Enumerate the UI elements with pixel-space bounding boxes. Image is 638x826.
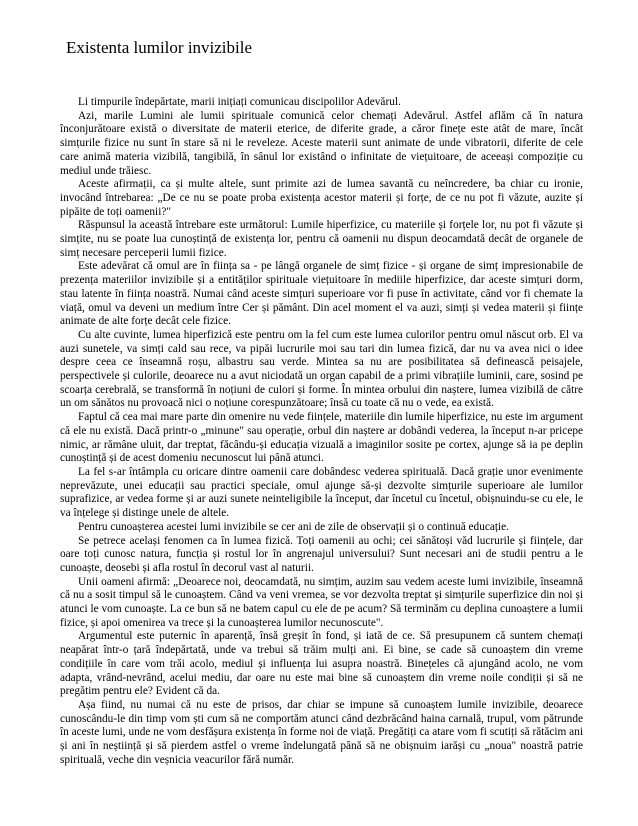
- document-title: Existenta lumilor invizibile: [66, 38, 253, 57]
- paragraph: Unii oameni afirmă: „Deoarece noi, deocamdată, nu simțim, auzim sau vedem aceste lumi invizibile, înseamnă că nu a sosit timpul să le cunoaștem. Când va veni vremea, se vor dezvolta treptat și simțurile superfizice din noi și atunci le vom cunoaște. La ce bun să ne batem capul cu ele de pe acum? Să terminăm cu deplina cunoaștere a lumii fizice, și apoi omenirea va trece și la cunoașterea lumilor necunoscute".: [60, 575, 583, 629]
- paragraph: Azi, marile Lumini ale lumii spirituale comunică celor chemați Adevărul. Astfel aflăm că în natura înconjurătoare există o diversitate de materii eterice, de diferite grade, a căror finețe este atât de mare, încât simțurile fizice nu sunt în stare să ni le reveleze. Aceste materii sunt animate de unde vibratorii, diferite de cele care animă materia vizibilă, tangibilă, în sânul lor existând o infinitate de viețuitoare, de aceeași compoziție cu mediul unde trăiesc.: [60, 109, 583, 177]
- paragraph: Răspunsul la această întrebare este următorul: Lumile hiperfizice, cu materiile și forțele lor, nu pot fi văzute și simțite, nu se poate lua cunoștință de existența lor, pentru că oamenii nu dispun deocamdată decât de organele de simț necesare perceperii lumii fizice.: [60, 219, 583, 259]
- paragraph: Li timpurile îndepărtate, marii inițiați comunicau discipolilor Adevărul.: [78, 96, 401, 108]
- paragraph: Argumentul este puternic în aparență, însă greșit în fond, și iată de ce. Să presupunem că suntem chemați neapărat într-o țară îndepărtată, unde va trebui să trăim mulți ani. Ei bine, se cade să cunoaștem din vreme condițiile în care vom trăi acolo, mediul și influența lui asupra noastră. Binețeles că ajungând acolo, ne vom adapta, vrând-nevrând, acelui mediu, dar oare nu este mai bine să cunoaștem din vreme noile condiții și să ne pregătim pentru ele? Evident că da.: [60, 630, 583, 698]
- document-body: [60, 96, 583, 767]
- paragraph: La fel s-ar întâmpla cu oricare dintre oamenii care dobândesc vederea spirituală. Dacă grație unor evenimente neprevăzute, unei educații sau practici speciale, omul ajunge să-și dezvolte simțurile superioare ale lumilor suprafizice, ar vedea forme și ar auzi sunete neinteligibile la început, dar încetul cu încetul, obișnuindu-se cu ele, le va înțelege și distinge unele de altele.: [60, 465, 583, 520]
- paragraph: Se petrece același fenomen ca în lumea fizică. Toți oamenii au ochi; cei sănătoși văd lucrurile și ființele, dar oare toți cunosc natura, funcția și rostul lor în angrenajul universului? Sunt necesari ani de studii pentru a le cunoaște, deosebi și afla rostul în decorul vast al naturii.: [60, 534, 583, 574]
- paragraph: Pentru cunoașterea acestei lumi invizibile se cer ani de zile de observații și o continuă educație.: [78, 520, 509, 533]
- paragraph: Așa fiind, nu numai că nu este de prisos, dar chiar se impune să cunoaștem lumile invizibile, deoarece cunoscându-le din timp vom ști cum să ne comportăm atunci când dezbrăcând haina carnală, trupul, vom pătrunde în aceste lumi, unde ne vom desfășura existența în forme noi de viață. Pregătiți ca atare vom fi scutiți să rătăcim ani și ani în neștiință și să pierdem astfel o vreme îndelungată până să ne obișnuim iarăși cu „noua" noastră patrie spirituală, veche din veșnicia veacurilor fără număr.: [60, 698, 583, 766]
- paragraph: Aceste afirmații, ca și multe altele, sunt primite azi de lumea savantă cu neîncredere, ba chiar cu ironie, invocând întrebarea: „De ce nu se poate proba existența acestor materii și forțe, de ce nu pot fi văzute, auzite și pipăite de toți oamenii?": [60, 178, 583, 218]
- paragraph: Faptul că cea mai mare parte din omenire nu vede ființele, materiile din lumile hiperfizice, nu este im argument că ele nu există. Dacă printr-o „minune" sau operație, orbul din naștere ar dobândi vederea, la început n-ar pricepe nimic, ar rămâne uluit, dar treptat, făcându-și educația vizuală a imaginilor sosite pe cortex, ajunge să ia pe deplin cunoștință și de acest domeniu necunoscut lui până atunci.: [60, 411, 583, 465]
- paragraph: Cu alte cuvinte, lumea hiperfizică este pentru om la fel cum este lumea culorilor pentru omul născut orb. El va auzi sunetele, va simți cald sau rece, va pipăi lucrurile moi sau tari din lumea fizică, dar nu va avea nici o idee despre ceea ce înseamnă roșu, albastru sau verde. Mintea sa nu are posibilitatea să definească peisajele, perspectivele și culorile, deoarece nu a avut niciodată un organ capabil de a primi vibrațiile luminii, care, sosind pe scoarța cerebrală, se transformă în noțiuni de culori și forme. În mintea orbului din naștere, lumea vizibilă de către un om sănătos nu provoacă nici o noțiune corespunzătoare; însă cu toate că nu o vede, ea există.: [60, 328, 583, 410]
- paragraph: Este adevărat că omul are în ființa sa - pe lângă organele de simț fizice - și organe de simț impresionabile de prezența materiilor invizibile și a entităților spirituale viețuitoare în mediile hiperfizice, dar aceste simțuri dorm, stau latente în ființa noastră. Numai când aceste simțuri superioare vor fi puse în activitate, când vor fi chemate la viață, omul va deveni un medium între Cer și pământ. Din acel moment el va auzi, simți și vedea materii și ființe animate de alte forțe decât cele fizice.: [60, 260, 583, 328]
